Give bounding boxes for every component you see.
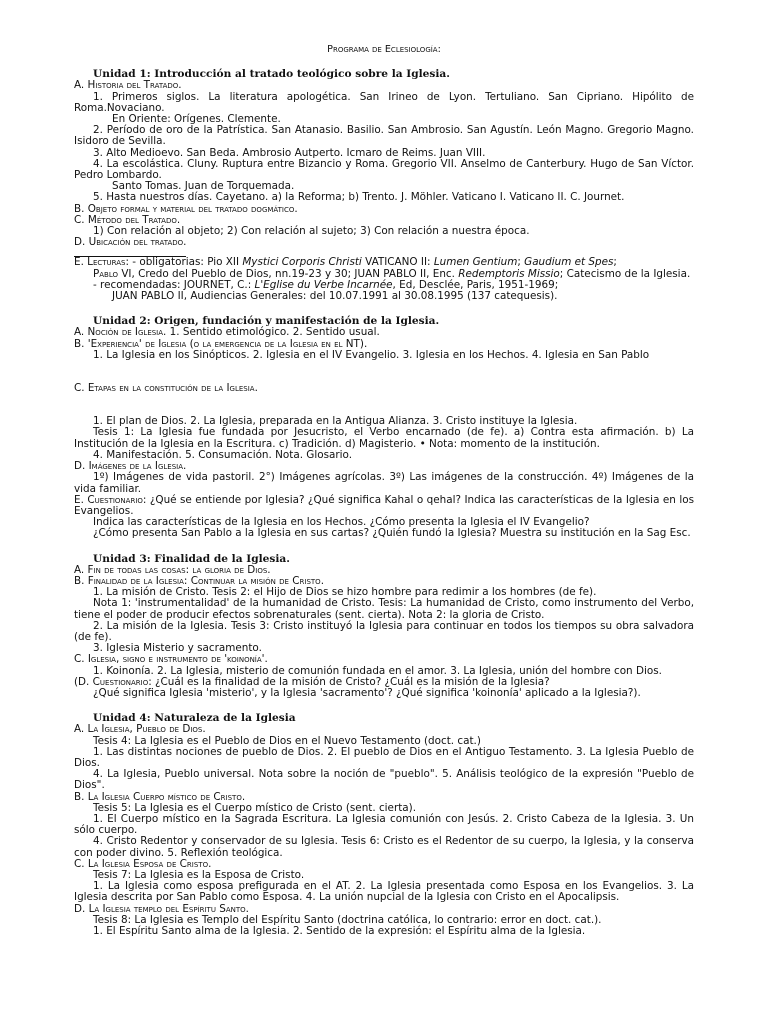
- unit-1-heading: Unidad 1: Introducción al tratado teológico sobre la Iglesia.: [93, 68, 450, 81]
- unit-1-item: 2. Período de oro de la Patrística. San Atanasio. Basilio. San Ambrosio. San Agustín. León Magno. Gregorio Magno. Isidoro de Sevilla.: [74, 124, 694, 148]
- unit-3-item: 2. La misión de la Iglesia. Tesis 3: Cristo instituyó la Iglesia para continuar en todos los tiempos su obra salvadora (de fe).: [74, 619, 694, 643]
- readings-recommended: - recomendadas: JOURNET, C.: L'Eglise du Verbe Incarnée, Ed, Desclée, Paris, 1951-1969;: [93, 278, 559, 291]
- unit-4-item: 1. Las distintas nociones de pueblo de Dios. 2. El pueblo de Dios en el Antiguo Testamento. 3. La Iglesia Pueblo de Dios.: [74, 745, 694, 769]
- unit-2-item: Indica las características de la Iglesia en los Hechos. ¿Cómo presenta la Iglesia el IV Evangelio?: [93, 516, 590, 529]
- unit-4-item: 4. La Iglesia, Pueblo universal. Nota sobre la noción de "pueblo". 5. Análisis teológico de la expresión "Pueblo de Dios".: [74, 768, 694, 792]
- readings-required-cont: Pablo VI, Credo del Pueblo de Dios, nn.19-23 y 30; JUAN PABLO II, Enc. Redemptoris Missio; Catecismo de la Iglesia.: [93, 267, 691, 280]
- unit-2-item: 4. Manifestación. 5. Consumación. Nota. Glosario.: [93, 448, 353, 461]
- readings-recommended-cont: JUAN PABLO II, Audiencias Generales: del 10.07.1991 al 30.08.1995 (137 catequesis).: [112, 290, 558, 303]
- spacer: [74, 699, 694, 713]
- unit-4-item: Tesis 8: La Iglesia es Templo del Espíritu Santo (doctrina católica, lo contrario: error en doct. cat.).: [93, 913, 602, 926]
- unit-2-section-c: C. Etapas en la constitución de la Iglesia.: [74, 382, 258, 395]
- unit-1-item: 4. La escolástica. Cluny. Ruptura entre Bizancio y Roma. Gregorio VII. Anselmo de Canterbury. Hugo de San Víctor. Pedro Lombardo.: [74, 157, 694, 182]
- unit-3-item: 3. Iglesia Misterio y sacramento.: [93, 642, 262, 655]
- unit-2-section-d: D. Imágenes de la Iglesia.: [74, 460, 187, 473]
- unit-4-item: Tesis 5: La Iglesia es el Cuerpo místico de Cristo (sent. cierta).: [93, 801, 417, 814]
- unit-1-section-d: D. Ubicación del tratado.: [74, 236, 187, 249]
- unit-2-item: 1. El plan de Dios. 2. La Iglesia, preparada en la Antigua Alianza. 3. Cristo instituye la Iglesia.: [93, 415, 578, 428]
- unit-3-item: ¿Qué significa Iglesia 'misterio', y la Iglesia 'sacramento'? ¿Qué significa 'koinonía' aplicado a la Iglesia?).: [93, 686, 641, 699]
- unit-2-section-b: B. 'Experiencia' de Iglesia (o la emergencia de la Iglesia en el NT).: [74, 337, 368, 350]
- unit-4-item: 4. Cristo Redentor y conservador de su Iglesia. Tesis 6: Cristo es el Redentor de su cuerpo, la Iglesia, y la conserva con poder divino. 5. Reflexión teológica.: [74, 835, 694, 859]
- unit-3-section-b: B. Finalidad de la Iglesia: Continuar la misión de Cristo.: [74, 574, 324, 587]
- unit-4-item: 1. El Cuerpo místico en la Sagrada Escritura. La Iglesia comunión con Jesús. 2. Cristo Cabeza de la Iglesia. 3. Un sólo cuerpo.: [74, 812, 694, 837]
- unit-1-item: 1) Con relación al objeto; 2) Con relación al sujeto; 3) Con relación a nuestra época.: [93, 225, 530, 238]
- spacer: [74, 361, 694, 383]
- unit-3-section-c: C. Iglesia, signo e instrumento de 'koinonía'.: [74, 653, 268, 666]
- unit-1-item: Santo Tomas. Juan de Torquemada.: [112, 180, 295, 193]
- unit-2-section-e: E. Cuestionario: ¿Qué se entiende por Iglesia? ¿Qué significa Kahal o qehal? Indica las características de la Iglesia en los Evangelios.: [74, 493, 694, 517]
- spacer: [74, 302, 694, 316]
- unit-2-item: 1º) Imágenes de vida pastoril. 2°) Imágenes agrícolas. 3º) Las imágenes de la construcción. 4º) Imágenes de la vida familiar.: [74, 471, 694, 495]
- unit-2-section-a: A. Noción de Iglesia. 1. Sentido etimológico. 2. Sentido usual.: [74, 326, 380, 339]
- unit-4-section-b: B. La Iglesia Cuerpo místico de Cristo.: [74, 790, 246, 803]
- unit-4-item: Tesis 7: La Iglesia es la Esposa de Cristo.: [93, 869, 305, 881]
- unit-1-item: En Oriente: Orígenes. Clemente.: [112, 113, 281, 126]
- unit-3-section-a: A. Fin de todas las cosas: la gloria de Dios.: [74, 563, 271, 576]
- spacer: [74, 394, 694, 416]
- unit-1-section-c: C. Método del Tratado.: [74, 213, 181, 226]
- unit-3-item: Nota 1: 'instrumentalidad' de la humanidad de Cristo. Tesis: La humanidad de Cristo, como instrumento del Verbo, tiene el poder de producir efectos sobrenaturales (sent. cierta). Nota 2: la gloria de Cristo.: [74, 597, 694, 621]
- unit-4-section-d: D. La Iglesia templo del Espíritu Santo.: [74, 902, 249, 915]
- unit-4-item: 1. La Iglesia como esposa prefigurada en el AT. 2. La Iglesia presentada como Esposa en los Evangelios. 3. La Iglesia descrita por San Pablo como Esposa. 4. La unión nupcial de la Iglesia con Cristo en el Apocalipsis.: [74, 880, 694, 904]
- unit-2-item: Tesis 1: La Iglesia fue fundada por Jesucristo, el Verbo encarnado (de fe). a) Contra esta afirmación. b) La Institución de la Iglesia en la Escritura. c) Tradición. d) Magisterio. • Nota: momento de la institución.: [74, 426, 694, 450]
- unit-4-item: Tesis 4: La Iglesia es el Pueblo de Dios en el Nuevo Testamento (doct. cat.): [93, 734, 481, 747]
- unit-1-section-a: A. Historia del Tratado.: [74, 79, 182, 92]
- unit-1-section-b: B. Objeto formal y material del tratado dogmático.: [74, 202, 298, 215]
- unit-3-heading: Unidad 3: Finalidad de la Iglesia.: [93, 552, 290, 565]
- unit-3-item: 1. La misión de Cristo. Tesis 2: el Hijo de Dios se hizo hombre para redimir a los hombres (de fe).: [93, 586, 597, 599]
- unit-1-item: 5. Hasta nuestros días. Cayetano. a) la Reforma; b) Trento. J. Möhler. Vaticano I. Vaticano II. C. Journet.: [93, 191, 625, 204]
- unit-2-heading: Unidad 2: Origen, fundación y manifestación de la Iglesia.: [93, 315, 440, 328]
- page-title: Programa de Eclesiología:: [327, 44, 441, 55]
- spacer: [74, 540, 694, 554]
- unit-3-section-d: (D. Cuestionario: ¿Cuál es la finalidad de la misión de Cristo? ¿Cuál es la misión de la Iglesia?: [74, 675, 550, 688]
- readings-required: E. Lecturas: - obligatorias: Pio XII Mystici Corporis Christi VATICANO II: Lumen Gentium; Gaudium et Spes;: [74, 256, 617, 269]
- unit-4-item: 1. El Espíritu Santo alma de la Iglesia. 2. Sentido de la expresión: el Espíritu alma de la Iglesia.: [93, 925, 586, 938]
- unit-2-item: 1. La Iglesia en los Sinópticos. 2. Iglesia en el IV Evangelio. 3. Iglesia en los Hechos. 4. Iglesia en San Pablo: [93, 348, 650, 361]
- unit-4-section-a: A. La Iglesia, Pueblo de Dios.: [74, 723, 206, 736]
- unit-1-item: 1. Primeros siglos. La literatura apologética. San Irineo de Lyon. Tertuliano. San Cipriano. Hipólito de Roma.Novaciano.: [74, 90, 694, 114]
- unit-1-item: 3. Alto Medioevo. San Beda. Ambrosio Autperto. Icmaro de Reims. Juan VIII.: [93, 146, 486, 159]
- unit-4-heading: Unidad 4: Naturaleza de la Iglesia: [93, 712, 296, 725]
- document-page: [74, 44, 694, 937]
- unit-3-item: 1. Koinonía. 2. La Iglesia, misterio de comunión fundada en el amor. 3. La Iglesia, unión del hombre con Dios.: [93, 664, 662, 677]
- unit-4-section-c: C. La Iglesia Esposa de Cristo.: [74, 857, 212, 870]
- unit-2-item: ¿Cómo presenta San Pablo a la Iglesia en sus cartas? ¿Quién fundó la Iglesia? Muestra su institución en la Sag Esc.: [93, 527, 691, 540]
